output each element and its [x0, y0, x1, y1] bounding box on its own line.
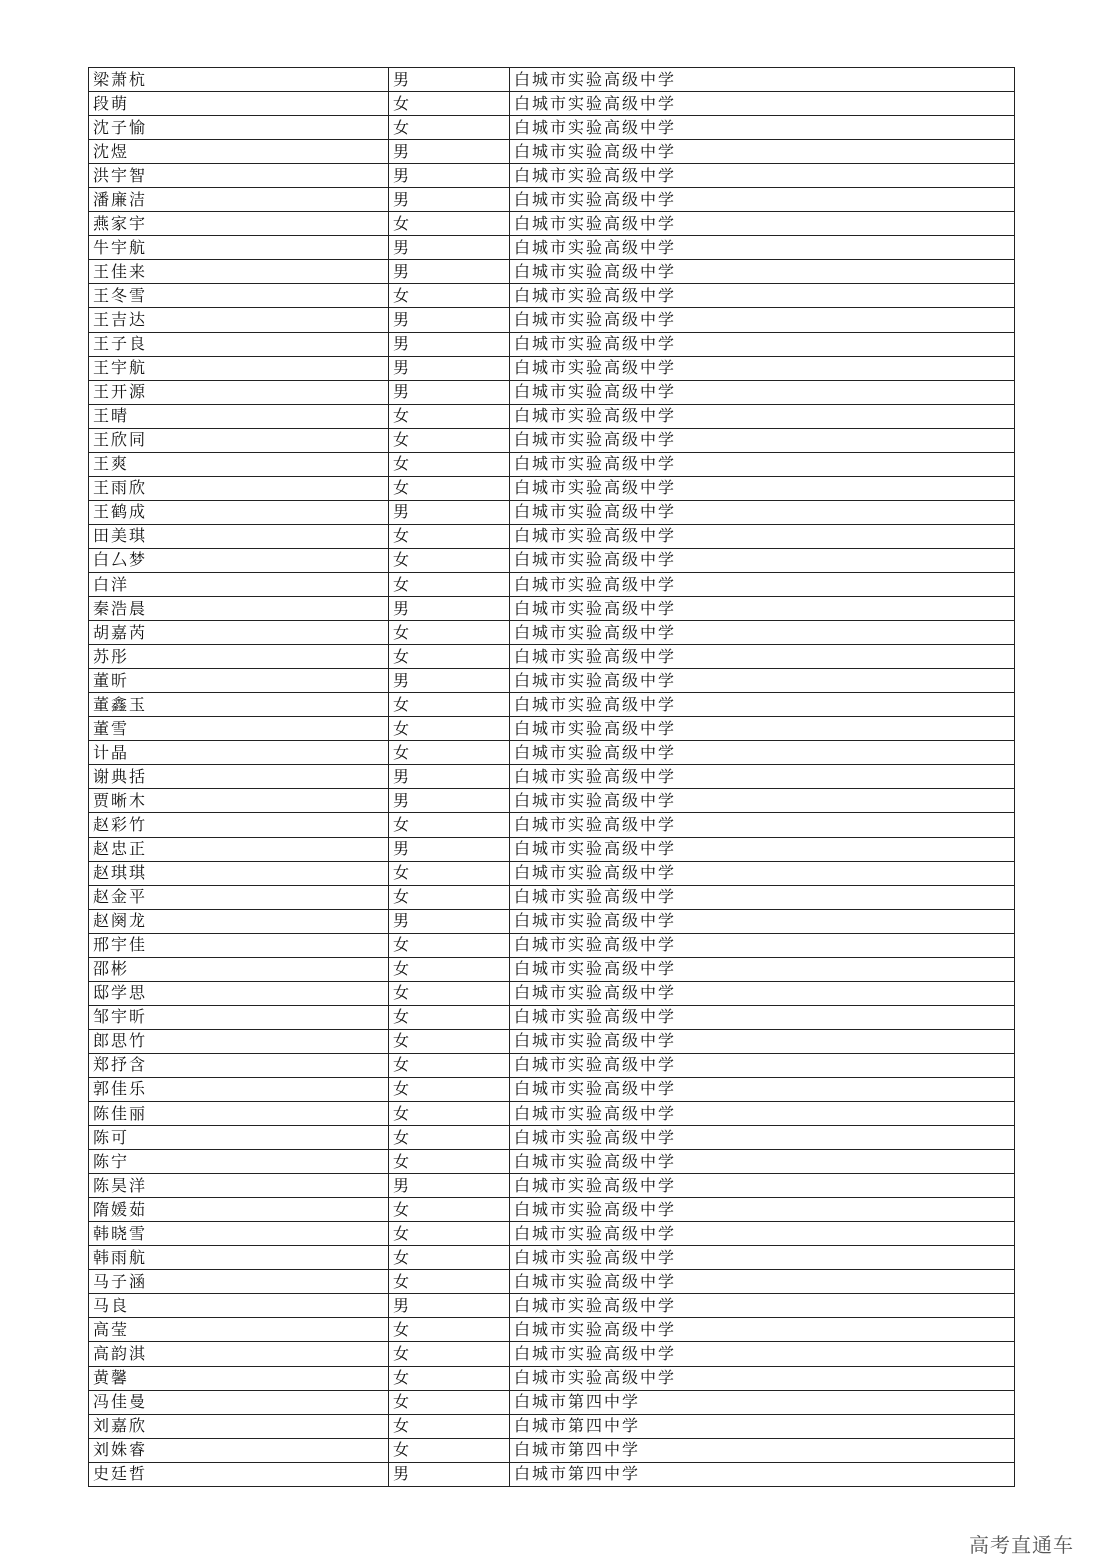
gender-cell: 女 [389, 548, 510, 572]
student-name-cell: 白洋 [89, 572, 389, 596]
gender-cell: 男 [389, 140, 510, 164]
table-row [89, 1174, 1015, 1198]
watermark-text: 高考直通车 [969, 1533, 1074, 1557]
table-row [89, 717, 1015, 741]
table-row [89, 597, 1015, 621]
student-name-cell: 苏彤 [89, 645, 389, 669]
gender-cell: 男 [389, 236, 510, 260]
gender-cell: 女 [389, 741, 510, 765]
table-row [89, 957, 1015, 981]
table-row [89, 885, 1015, 909]
student-name-cell: 董鑫玉 [89, 693, 389, 717]
student-name-cell: 梁萧杭 [89, 68, 389, 92]
gender-cell: 女 [389, 957, 510, 981]
roster-body [89, 68, 1015, 1487]
student-name-cell: 段萌 [89, 92, 389, 116]
student-name-cell: 秦浩晨 [89, 597, 389, 621]
table-row [89, 1318, 1015, 1342]
gender-cell: 男 [389, 188, 510, 212]
school-cell: 白城市实验高级中学 [510, 476, 1015, 500]
student-name-cell: 王佳来 [89, 260, 389, 284]
student-name-cell: 隋媛茹 [89, 1198, 389, 1222]
gender-cell: 男 [389, 597, 510, 621]
table-row [89, 1198, 1015, 1222]
school-cell: 白城市实验高级中学 [510, 548, 1015, 572]
school-cell: 白城市实验高级中学 [510, 380, 1015, 404]
gender-cell: 女 [389, 1222, 510, 1246]
school-cell: 白城市实验高级中学 [510, 1077, 1015, 1101]
school-cell: 白城市实验高级中学 [510, 981, 1015, 1005]
gender-cell: 女 [389, 1390, 510, 1414]
table-row [89, 1150, 1015, 1174]
gender-cell: 女 [389, 621, 510, 645]
student-name-cell: 王吉达 [89, 308, 389, 332]
table-row [89, 1366, 1015, 1390]
student-name-cell: 韩晓雪 [89, 1222, 389, 1246]
student-name-cell: 王开源 [89, 380, 389, 404]
school-cell: 白城市实验高级中学 [510, 1174, 1015, 1198]
school-cell: 白城市实验高级中学 [510, 1318, 1015, 1342]
student-name-cell: 邵彬 [89, 957, 389, 981]
student-name-cell: 黄馨 [89, 1366, 389, 1390]
table-row [89, 188, 1015, 212]
table-row [89, 404, 1015, 428]
gender-cell: 男 [389, 308, 510, 332]
school-cell: 白城市实验高级中学 [510, 909, 1015, 933]
table-row [89, 236, 1015, 260]
student-name-cell: 史廷哲 [89, 1462, 389, 1486]
school-cell: 白城市实验高级中学 [510, 428, 1015, 452]
student-name-cell: 赵彩竹 [89, 813, 389, 837]
table-row [89, 92, 1015, 116]
student-name-cell: 赵琪琪 [89, 861, 389, 885]
student-name-cell: 郎思竹 [89, 1029, 389, 1053]
table-row [89, 1270, 1015, 1294]
school-cell: 白城市实验高级中学 [510, 260, 1015, 284]
school-cell: 白城市实验高级中学 [510, 645, 1015, 669]
student-name-cell: 洪宇智 [89, 164, 389, 188]
gender-cell: 女 [389, 92, 510, 116]
table-row [89, 1294, 1015, 1318]
gender-cell: 女 [389, 1126, 510, 1150]
gender-cell: 女 [389, 717, 510, 741]
gender-cell: 男 [389, 909, 510, 933]
school-cell: 白城市实验高级中学 [510, 452, 1015, 476]
table-row [89, 669, 1015, 693]
table-row [89, 1053, 1015, 1077]
gender-cell: 男 [389, 500, 510, 524]
school-cell: 白城市实验高级中学 [510, 933, 1015, 957]
school-cell: 白城市实验高级中学 [510, 236, 1015, 260]
student-name-cell: 沈煜 [89, 140, 389, 164]
school-cell: 白城市实验高级中学 [510, 621, 1015, 645]
student-name-cell: 董雪 [89, 717, 389, 741]
student-name-cell: 邸学思 [89, 981, 389, 1005]
student-name-cell: 陈昊洋 [89, 1174, 389, 1198]
gender-cell: 男 [389, 669, 510, 693]
student-name-cell: 王宇航 [89, 356, 389, 380]
school-cell: 白城市实验高级中学 [510, 164, 1015, 188]
gender-cell: 男 [389, 356, 510, 380]
gender-cell: 男 [389, 68, 510, 92]
table-row [89, 1390, 1015, 1414]
school-cell: 白城市实验高级中学 [510, 1294, 1015, 1318]
student-name-cell: 胡嘉芮 [89, 621, 389, 645]
school-cell: 白城市实验高级中学 [510, 140, 1015, 164]
school-cell: 白城市实验高级中学 [510, 837, 1015, 861]
student-name-cell: 谢典括 [89, 765, 389, 789]
student-name-cell: 刘嘉欣 [89, 1414, 389, 1438]
student-name-cell: 白厶梦 [89, 548, 389, 572]
table-row [89, 837, 1015, 861]
table-row [89, 452, 1015, 476]
school-cell: 白城市实验高级中学 [510, 1150, 1015, 1174]
student-name-cell: 王欣同 [89, 428, 389, 452]
school-cell: 白城市实验高级中学 [510, 1126, 1015, 1150]
school-cell: 白城市实验高级中学 [510, 1366, 1015, 1390]
school-cell: 白城市实验高级中学 [510, 765, 1015, 789]
student-name-cell: 邢宇佳 [89, 933, 389, 957]
gender-cell: 女 [389, 404, 510, 428]
table-row [89, 500, 1015, 524]
student-name-cell: 董昕 [89, 669, 389, 693]
student-name-cell: 马良 [89, 1294, 389, 1318]
school-cell: 白城市第四中学 [510, 1462, 1015, 1486]
table-row [89, 356, 1015, 380]
gender-cell: 男 [389, 332, 510, 356]
table-row [89, 1438, 1015, 1462]
school-cell: 白城市实验高级中学 [510, 332, 1015, 356]
student-name-cell: 燕家宇 [89, 212, 389, 236]
gender-cell: 男 [389, 789, 510, 813]
gender-cell: 男 [389, 1294, 510, 1318]
gender-cell: 女 [389, 284, 510, 308]
table-row [89, 1222, 1015, 1246]
gender-cell: 女 [389, 1029, 510, 1053]
gender-cell: 女 [389, 572, 510, 596]
student-name-cell: 潘廉洁 [89, 188, 389, 212]
student-name-cell: 计晶 [89, 741, 389, 765]
school-cell: 白城市实验高级中学 [510, 1222, 1015, 1246]
student-name-cell: 郭佳乐 [89, 1077, 389, 1101]
student-name-cell: 田美琪 [89, 524, 389, 548]
student-name-cell: 王晴 [89, 404, 389, 428]
table-row [89, 140, 1015, 164]
table-row [89, 524, 1015, 548]
gender-cell: 女 [389, 1150, 510, 1174]
school-cell: 白城市实验高级中学 [510, 116, 1015, 140]
gender-cell: 女 [389, 645, 510, 669]
school-cell: 白城市实验高级中学 [510, 1029, 1015, 1053]
school-cell: 白城市实验高级中学 [510, 500, 1015, 524]
school-cell: 白城市实验高级中学 [510, 356, 1015, 380]
gender-cell: 女 [389, 1053, 510, 1077]
table-row [89, 548, 1015, 572]
gender-cell: 女 [389, 1414, 510, 1438]
table-row [89, 1342, 1015, 1366]
school-cell: 白城市第四中学 [510, 1390, 1015, 1414]
table-row [89, 933, 1015, 957]
gender-cell: 男 [389, 1174, 510, 1198]
table-row [89, 380, 1015, 404]
school-cell: 白城市实验高级中学 [510, 789, 1015, 813]
gender-cell: 男 [389, 260, 510, 284]
school-cell: 白城市实验高级中学 [510, 188, 1015, 212]
table-row [89, 693, 1015, 717]
school-cell: 白城市实验高级中学 [510, 284, 1015, 308]
school-cell: 白城市实验高级中学 [510, 1270, 1015, 1294]
student-name-cell: 赵忠正 [89, 837, 389, 861]
student-name-cell: 陈可 [89, 1126, 389, 1150]
table-row [89, 1462, 1015, 1486]
school-cell: 白城市实验高级中学 [510, 1342, 1015, 1366]
gender-cell: 女 [389, 1270, 510, 1294]
student-name-cell: 王爽 [89, 452, 389, 476]
gender-cell: 女 [389, 452, 510, 476]
student-name-cell: 陈宁 [89, 1150, 389, 1174]
gender-cell: 男 [389, 380, 510, 404]
gender-cell: 女 [389, 933, 510, 957]
table-row [89, 164, 1015, 188]
table-row [89, 308, 1015, 332]
table-row [89, 1005, 1015, 1029]
school-cell: 白城市实验高级中学 [510, 813, 1015, 837]
school-cell: 白城市实验高级中学 [510, 524, 1015, 548]
gender-cell: 女 [389, 524, 510, 548]
table-row [89, 428, 1015, 452]
student-name-cell: 郑抒含 [89, 1053, 389, 1077]
school-cell: 白城市实验高级中学 [510, 861, 1015, 885]
table-row [89, 284, 1015, 308]
table-row [89, 332, 1015, 356]
school-cell: 白城市实验高级中学 [510, 597, 1015, 621]
school-cell: 白城市第四中学 [510, 1438, 1015, 1462]
gender-cell: 女 [389, 1246, 510, 1270]
gender-cell: 女 [389, 885, 510, 909]
school-cell: 白城市实验高级中学 [510, 572, 1015, 596]
gender-cell: 男 [389, 164, 510, 188]
table-row [89, 741, 1015, 765]
gender-cell: 女 [389, 1198, 510, 1222]
table-row [89, 212, 1015, 236]
gender-cell: 女 [389, 116, 510, 140]
school-cell: 白城市实验高级中学 [510, 1246, 1015, 1270]
school-cell: 白城市实验高级中学 [510, 1005, 1015, 1029]
student-name-cell: 马子涵 [89, 1270, 389, 1294]
school-cell: 白城市实验高级中学 [510, 1198, 1015, 1222]
gender-cell: 女 [389, 861, 510, 885]
gender-cell: 女 [389, 981, 510, 1005]
student-name-cell: 高韵淇 [89, 1342, 389, 1366]
student-name-cell: 刘姝睿 [89, 1438, 389, 1462]
gender-cell: 女 [389, 1102, 510, 1126]
gender-cell: 女 [389, 1318, 510, 1342]
gender-cell: 男 [389, 765, 510, 789]
school-cell: 白城市实验高级中学 [510, 404, 1015, 428]
gender-cell: 女 [389, 428, 510, 452]
school-cell: 白城市实验高级中学 [510, 1053, 1015, 1077]
student-name-cell: 邹宇昕 [89, 1005, 389, 1029]
table-row [89, 1077, 1015, 1101]
gender-cell: 女 [389, 1366, 510, 1390]
student-name-cell: 高莹 [89, 1318, 389, 1342]
table-row [89, 572, 1015, 596]
student-name-cell: 冯佳曼 [89, 1390, 389, 1414]
student-name-cell: 陈佳丽 [89, 1102, 389, 1126]
gender-cell: 女 [389, 212, 510, 236]
gender-cell: 女 [389, 813, 510, 837]
gender-cell: 女 [389, 476, 510, 500]
student-name-cell: 韩雨航 [89, 1246, 389, 1270]
student-name-cell: 王鹤成 [89, 500, 389, 524]
school-cell: 白城市实验高级中学 [510, 68, 1015, 92]
student-name-cell: 赵阕龙 [89, 909, 389, 933]
school-cell: 白城市实验高级中学 [510, 693, 1015, 717]
table-row [89, 68, 1015, 92]
table-row [89, 1029, 1015, 1053]
gender-cell: 女 [389, 1077, 510, 1101]
table-row [89, 260, 1015, 284]
student-name-cell: 王冬雪 [89, 284, 389, 308]
gender-cell: 男 [389, 837, 510, 861]
gender-cell: 女 [389, 1342, 510, 1366]
student-name-cell: 王雨欣 [89, 476, 389, 500]
table-row [89, 789, 1015, 813]
table-row [89, 1102, 1015, 1126]
table-row [89, 861, 1015, 885]
table-row [89, 765, 1015, 789]
school-cell: 白城市第四中学 [510, 1414, 1015, 1438]
school-cell: 白城市实验高级中学 [510, 308, 1015, 332]
student-name-cell: 牛宇航 [89, 236, 389, 260]
student-name-cell: 沈子愉 [89, 116, 389, 140]
student-name-cell: 贾晰木 [89, 789, 389, 813]
gender-cell: 女 [389, 693, 510, 717]
school-cell: 白城市实验高级中学 [510, 717, 1015, 741]
school-cell: 白城市实验高级中学 [510, 885, 1015, 909]
table-row [89, 645, 1015, 669]
school-cell: 白城市实验高级中学 [510, 957, 1015, 981]
table-row [89, 621, 1015, 645]
school-cell: 白城市实验高级中学 [510, 1102, 1015, 1126]
table-row [89, 981, 1015, 1005]
student-roster-table [88, 67, 1015, 1487]
school-cell: 白城市实验高级中学 [510, 669, 1015, 693]
table-row [89, 116, 1015, 140]
table-row [89, 813, 1015, 837]
table-row [89, 1246, 1015, 1270]
school-cell: 白城市实验高级中学 [510, 741, 1015, 765]
gender-cell: 女 [389, 1005, 510, 1029]
student-name-cell: 王子良 [89, 332, 389, 356]
table-row [89, 476, 1015, 500]
gender-cell: 男 [389, 1462, 510, 1486]
gender-cell: 女 [389, 1438, 510, 1462]
table-row [89, 909, 1015, 933]
student-name-cell: 赵金平 [89, 885, 389, 909]
table-row [89, 1414, 1015, 1438]
table-row [89, 1126, 1015, 1150]
school-cell: 白城市实验高级中学 [510, 92, 1015, 116]
school-cell: 白城市实验高级中学 [510, 212, 1015, 236]
